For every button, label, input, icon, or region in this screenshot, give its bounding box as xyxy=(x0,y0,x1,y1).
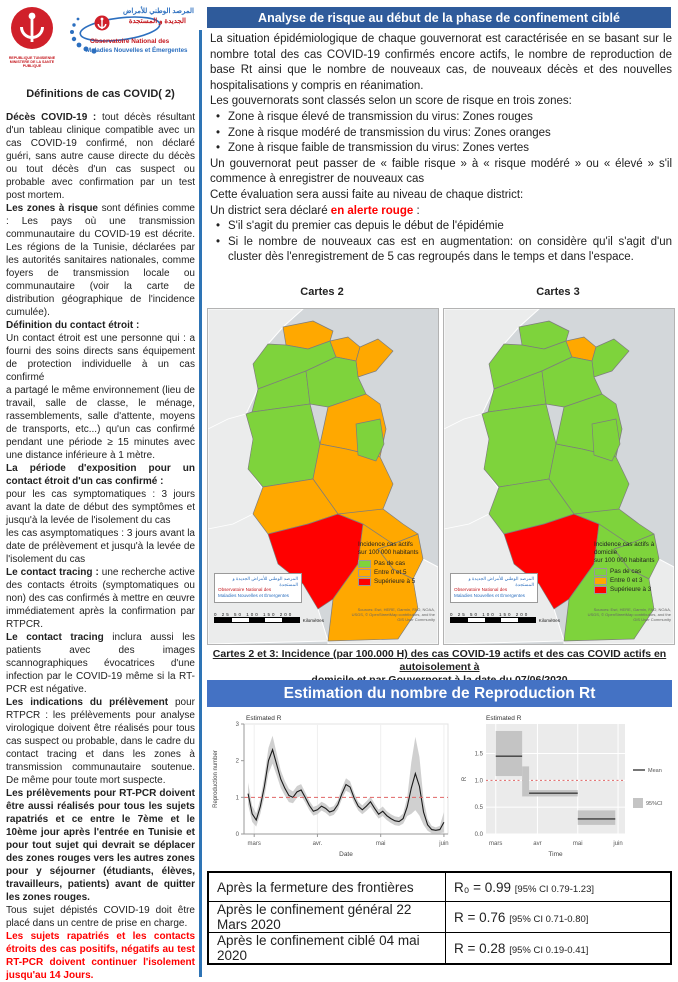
observatory-logo xyxy=(64,5,196,67)
row-label: Après le confinement ciblé 04 mai 2020 xyxy=(208,933,446,965)
ministry-name: REPUBLIQUE TUNISIENNE MINISTERE DE LA SANTE PUBLIQUE xyxy=(8,56,56,68)
sidebar-paragraph: les cas asymptomatiques : 3 jours avant la date de prélèvement et jusqu'à la levée de l'isolement du cas xyxy=(6,528,195,565)
rt-charts xyxy=(208,712,674,864)
rt-section-title: Estimation du nombre de Reproduction Rt xyxy=(207,680,672,707)
sidebar-definitions xyxy=(6,88,195,982)
bullet-icon: • xyxy=(216,126,221,139)
legend-chip-orange xyxy=(358,569,371,577)
sidebar-title: Définitions de cas COVID( 2) xyxy=(26,88,175,100)
map-title: Cartes 2 xyxy=(300,286,344,298)
svg-text:1.5: 1.5 xyxy=(474,751,483,758)
district-bullet: • S'il s'agit du premier cas depuis le début de l'épidémie xyxy=(210,219,672,235)
row-label: Après le confinement général 22 Mars 2020 xyxy=(208,902,446,933)
alert-rouge-text: en alerte rouge xyxy=(330,204,414,217)
ministry-logo xyxy=(6,5,58,67)
header-logos xyxy=(6,5,198,67)
sidebar-paragraph-alert: Les sujets rapatriés et les contacts étroits des cas positifs, négatifs au test RT-PCR doivent continuer l'isolement jusqu'au 14 Jours. xyxy=(6,931,195,981)
maps-caption: Cartes 2 et 3: Incidence (par 100.000 H) des cas COVID-19 actifs et des cas COVID actifs en autoisolement à xyxy=(212,648,667,673)
eval-line: Cette évaluation sera aussi faite au niveau de chaque district: xyxy=(210,188,524,201)
row-label: Après la fermeture des frontières xyxy=(208,872,446,902)
legend-chip-red xyxy=(358,578,371,586)
svg-text:Time: Time xyxy=(548,851,563,858)
svg-text:Mean: Mean xyxy=(648,768,662,774)
zone-bullet: • Zone à risque élevé de transmission du virus: Zones rouges xyxy=(210,110,672,126)
svg-text:0.5: 0.5 xyxy=(474,805,483,812)
svg-text:avr: avr xyxy=(533,841,542,847)
map-scalebar: 0 25 50 100 150 200 Kilomètres xyxy=(450,612,560,623)
svg-text:mai: mai xyxy=(572,841,583,847)
sidebar-paragraph: a partagé le même environnement (lieu de travail, salle de classe, le ménage, rassemblements, salle d'attente, moyens de transports, etc...) qu'un cas confirmé pendant une période ≥ 15 minutes avec une distance inférieure à 1 mètre. xyxy=(6,385,195,461)
rt-results-table xyxy=(207,871,672,965)
sidebar-paragraph: Décès COVID-19 : tout décès résultant d'un tableau clinique compatible avec un cas COVID-19 confirmé, non déclaré guéri, sans autre cause directe du décès ou tout décès d'un cas suspect ou probable avec confirmation par un test post mortem. xyxy=(6,112,195,201)
svg-text:95%CI: 95%CI xyxy=(646,801,663,807)
table-row xyxy=(208,933,671,965)
row-value: R₀ = 0.99 [95% CI 0.79-1.23] xyxy=(446,872,672,902)
map-legend: Incidence cas actifs sur 100 000 habitants Pas de cas Entre 0 et 5 Supérieure à 5 xyxy=(358,541,419,585)
bullet-icon: • xyxy=(216,220,221,233)
map-observatory-logo: المرصد الوطني للأمراض الجديدة و المستجدة Observatoire National des Maladies Nouvelles et Émergentes xyxy=(450,573,538,603)
svg-text:mars: mars xyxy=(489,841,503,847)
sidebar-paragraph: Tous sujet dépistés COVID-19 doit être placé dans un centre de prise en charge. xyxy=(6,905,195,929)
tunisia-map-cartes2 xyxy=(207,308,439,645)
page-title: Analyse de risque au début de la phase de confinement ciblé xyxy=(207,7,671,28)
sidebar-paragraph: Le contact tracing : une recherche active des contacts étroits (symptomatiques ou non) des cas confirmés à mettre en œuvre immédiatement après la confirmation par RTPCR. xyxy=(6,567,195,630)
svg-text:avr.: avr. xyxy=(312,841,323,847)
sidebar-paragraph: Les indications du prélèvement pour RTPCR : les prélèvements pour analyse virologique doivent être réalisés pour tous cas suspect ou probable, dans le cadre du contact tracing et dans les zones à transmission communautaire soutenue. De même pour toute mort suspecte. xyxy=(6,697,195,786)
table-row xyxy=(208,872,671,902)
map-cartes2-column xyxy=(207,286,437,645)
main-text xyxy=(210,32,672,266)
map-legend: Incidence cas actifs à domicile sur 100 000 habitants Pas de cas Entre 0 et 3 Supérieure à 3 xyxy=(594,541,655,593)
maps-section xyxy=(207,286,673,645)
sidebar-paragraph: Les zones à risque sont définies comme : Les pays où une transmission communautaire du COVID-19 est décrite. Les régions de la Tunisie, déclarées par les autorités sanitaires nationales, comme foyers de transmission locale ou communautaire (voir la carte de distribution géographique de l'incidence cumulée). xyxy=(6,203,195,318)
passage-paragraph: Un gouvernorat peut passer de « faible risque » à « risque modéré » ou « élevé » s'il commence à enregistrer de nouveaux cas xyxy=(210,157,672,186)
zones-lead: Les gouvernorats sont classés selon un score de risque en trois zones: xyxy=(210,95,572,108)
svg-text:juin: juin xyxy=(439,841,449,847)
observatory-name-fr-1: Observatoire National des xyxy=(90,38,170,45)
svg-text:mars: mars xyxy=(247,841,261,847)
svg-text:3: 3 xyxy=(235,722,239,728)
svg-text:R: R xyxy=(462,776,468,782)
svg-text:1.0: 1.0 xyxy=(474,778,483,785)
row-value: R = 0.28 [95% CI 0.19-0.41] xyxy=(446,933,672,965)
svg-text:1: 1 xyxy=(235,795,239,802)
zone-bullet: • Zone à risque modéré de transmission du virus: Zones oranges xyxy=(210,126,672,142)
map-observatory-logo: المرصد الوطني للأمراض الجديدة و المستجدة Observatoire National des Maladies Nouvelles et Émergentes xyxy=(214,573,302,603)
svg-text:Estimated R: Estimated R xyxy=(486,715,522,722)
sidebar-paragraph: pour les cas symptomatiques : 3 jours avant la date de début des symptômes et jusqu'à la levée de l'isolement du cas xyxy=(6,489,195,526)
observatory-arabic-1: المرصد الوطني للأمراض xyxy=(122,8,194,15)
svg-text:Reproduction number: Reproduction number xyxy=(213,750,219,808)
table-row xyxy=(208,902,671,933)
rt-step-chart xyxy=(458,712,673,864)
observatory-arabic-2: الجديدة و المستجدة xyxy=(128,18,186,25)
sidebar-paragraph: Le contact tracing inclura aussi les patients avec des images scannographiques évocatrices d'une infection par le COVID-19 même si la RT-PCR est négative. xyxy=(6,632,195,695)
svg-text:juin: juin xyxy=(613,841,623,847)
legend-chip-green xyxy=(358,560,371,568)
zone-bullet: • Zone à risque faible de transmission du virus: Zones vertes xyxy=(210,141,672,157)
sidebar-paragraph: Définition du contact étroit : xyxy=(6,320,140,331)
observatory-name-fr-2: Maladies Nouvelles et Émergentes xyxy=(86,47,188,54)
svg-text:Estimated R: Estimated R xyxy=(246,715,282,722)
ministry-emblem-icon xyxy=(9,5,55,51)
legend-chip-red xyxy=(594,586,607,594)
bullet-icon: • xyxy=(216,235,221,248)
district-bullet: • Si le nombre de nouveaux cas est en augmentation: on considère qu'il s'agit d'un cluster dès l'enregistrement de 5 cas regroupés dans le temps et dans l'espace. xyxy=(210,235,672,266)
map-cartes3-column xyxy=(443,286,673,645)
sidebar-paragraph: Les prélèvements pour RT-PCR doivent être aussi réalisés pour tous les sujets rapatriés et ce entre le 7ème et le 10ème jour après l'entrée en Tunisie et pour tout sujet qui devrait se déplacer des zones rouges vers les autres zones pour y séjourner (étudiants, élèves, travailleurs, patients) avant de quitter les zones rouges. xyxy=(6,788,195,903)
vertical-divider xyxy=(199,30,202,977)
sidebar-paragraph: La période d'exposition pour un contact étroit d'un cas confirmé : xyxy=(6,463,195,487)
svg-text:mai: mai xyxy=(375,841,386,847)
legend-chip-orange xyxy=(594,577,607,585)
tunisia-map-cartes3 xyxy=(443,308,675,645)
map-title: Cartes 3 xyxy=(536,286,580,298)
map-source-attribution: Sources: Esri, HERE, Garmin, FAO, NOAA, USGS, © OpenStreetMap contributors, and the GIS User Community xyxy=(587,607,671,622)
sidebar-paragraph: Un contact étroit est une personne qui : a fourni des soins directs sans équipement de protection individuelle à un cas confirmé xyxy=(6,333,195,383)
rt-line-chart xyxy=(208,712,458,864)
legend-chip-green xyxy=(594,568,607,576)
intro-paragraph: La situation épidémiologique de chaque gouvernorat est caractérisée en se basant sur le nombre total des cas COVID-19 confirmés encore actifs, le nombre de reproduction de base Rt ainsi que le nombre de nouveaux cas, de nouveaux décès et des nouvelles hospitalisations y compris en réanimation. xyxy=(210,33,672,92)
map-source-attribution: Sources: Esri, HERE, Garmin, FAO, NOAA, USGS, © OpenStreetMap contributors, and the GIS User Community xyxy=(351,607,435,622)
row-value: R = 0.76 [95% CI 0.71-0.80] xyxy=(446,902,672,933)
svg-text:Date: Date xyxy=(339,851,353,858)
svg-text:0.0: 0.0 xyxy=(474,832,483,838)
bullet-icon: • xyxy=(216,142,221,155)
map-scalebar: 0 25 50 100 150 200 Kilomètres xyxy=(214,612,324,623)
bullet-icon: • xyxy=(216,110,221,123)
svg-text:0: 0 xyxy=(235,832,239,838)
svg-text:2: 2 xyxy=(235,758,239,765)
district-line: Un district sera déclaré en alerte rouge : xyxy=(210,204,420,217)
